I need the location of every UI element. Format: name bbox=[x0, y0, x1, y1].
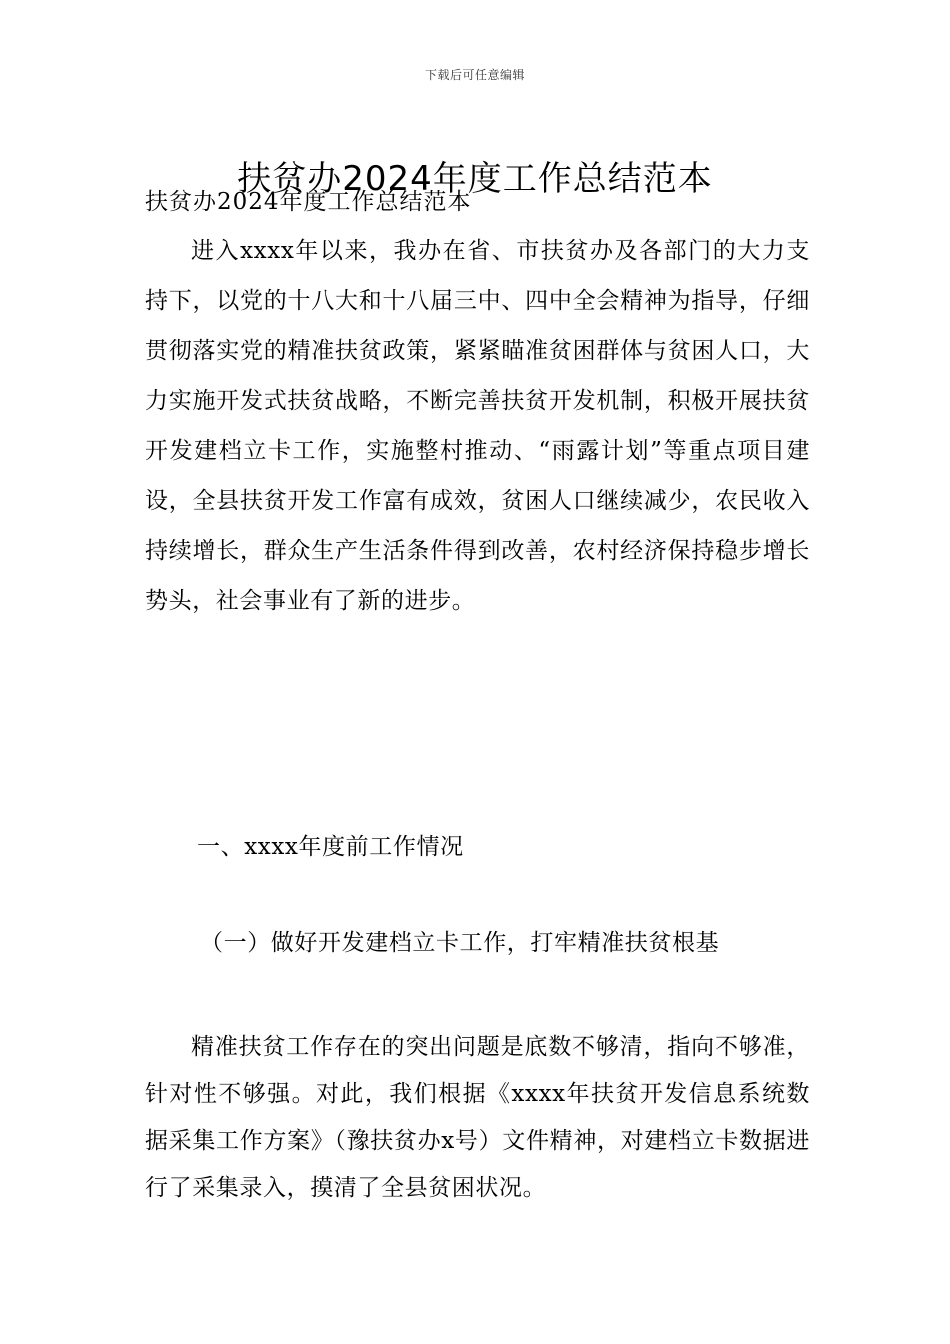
page-header-note: 下载后可任意编辑 bbox=[424, 68, 525, 82]
body-paragraph: 精准扶贫工作存在的突出问题是底数不够清，指向不够准，针对性不够强。对此，我们根据《xxxx年扶贫开发信息系统数据采集工作方案》（豫扶贫办x号）文件精神，对建档立卡数据进行了采集录入，摸清了全县贫困状况。 bbox=[145, 1034, 810, 1201]
document-title: 扶贫办2024年度工作总结范本 bbox=[237, 158, 713, 199]
section-heading: 一、xxxx年度前工作情况 bbox=[197, 834, 464, 860]
document-subtitle: 扶贫办2024年度工作总结范本 bbox=[145, 189, 472, 215]
subsection-heading: （一）做好开发建档立卡工作，打牢精准扶贫根基 bbox=[200, 930, 720, 956]
intro-paragraph: 进入xxxx年以来，我办在省、市扶贫办及各部门的大力支持下，以党的十八大和十八届三中、四中全会精神为指导，仔细贯彻落实党的精准扶贫政策，紧紧瞄准贫困群体与贫困人口，大力实施开发式扶贫战略，不断完善扶贫开发机制，积极开展扶贫开发建档立卡工作，实施整村推动、“雨露计划”等重点项目建设，全县扶贫开发工作富有成效，贫困人口继续减少，农民收入持续增长，群众生产生活条件得到改善，农村经济保持稳步增长势头，社会事业有了新的进步。 bbox=[145, 238, 810, 614]
